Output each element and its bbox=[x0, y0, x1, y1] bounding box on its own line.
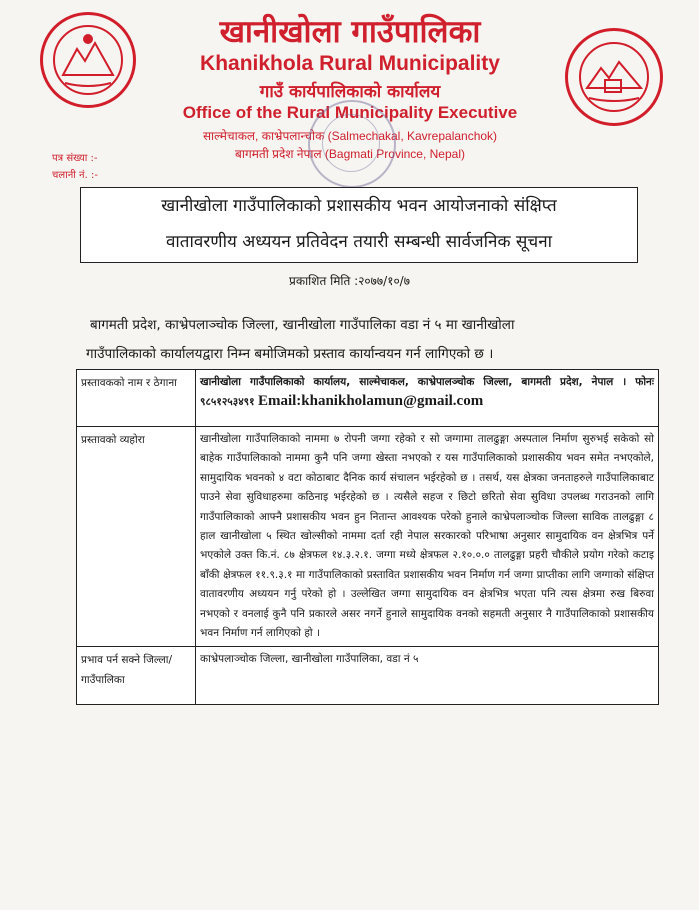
letter-number-label: पत्र संख्या :- bbox=[52, 153, 98, 164]
notice-title-line-2: वातावरणीय अध्ययन प्रतिवेदन तयारी सम्बन्धी सार्वजनिक सूचना bbox=[165, 232, 553, 252]
table-row bbox=[77, 647, 659, 705]
table-row bbox=[77, 370, 659, 427]
intro-line-1: बागमती प्रदेश, काभ्रेपलाञ्चोक जिल्ला, खानीखोला गाउँपालिका वडा नं ५ मा खानीखोला bbox=[90, 317, 515, 333]
proposer-email: Email:khanikholamun@gmail.com bbox=[257, 393, 484, 410]
proposal-description: खानीखोला गाउँपालिकाको नाममा ७ रोपनी जग्गा रहेको र सो जग्गामा तालढुङ्गा अस्पताल निर्माण सुरुभई सकेको सो बाहेक गाउँपालिकाको नाममा कुनै पनि जग्गा खेस्ता नभएको र यस गाउँपालिकाको प्रशासकीय भवन समेत नभएकोले, सामुदायिक भवनको ४ वटा कोठाबाट दैनिक कार्य संचालन भईरहेको छ । तसर्थ, यस क्षेत्रका जनताहरुले गाउँपालिकाबाट पाउने सेवा सुविधाहरुमा कठिनाइ भईरहेको छ । त्यसैले सहज र छिटो छरितो सेवा सुविधा उपलब्ध गराउनको लागि गाउँपालिकाको आफ्नै प्रशासकीय भवन हुन नितान्त आवश्यक परेको हुनाले काभ्रेपलाञ्चोक जिल्ला साविक तालढुङ्गा ८ हाल खानीखोला ५ स्थित खोल्सीको नाममा दर्ता रही नेपाल सरकारको परिभाषा अनुसार सामुदायिक वन क्षेत्रभित्र पर्ने भएकोले उक्त कि.नं. ८७ क्षेत्रफल १४.३.२.१. जग्गा मध्ये क्षेत्रफल २.१०.०.० तालढुङ्गा प्रहरी चौकीले प्रयोग गरेको कटाइ बाँकी क्षेत्रफल ११.९.३.१ मा गाउँपालिकाको प्रस्तावित प्रशासकीय भवन निर्माण गर्न जग्गा प्राप्तीका लागि जग्गाको संक्षिप्त वातावरणीय अध्ययन गर्नु परेको हो । उल्लेखित जग्गा सामुदायिक वन क्षेत्रभित्र भएता पनि त्यस क्षेत्रमा रुख बिरुवा नभएको र वनलाई कुनै पनि प्रकारले असर नगर्ने हुनाले सामुदायिक वनको सहमती अनुसार नै गाउँपालिकाको प्रशासकीय भवन निर्माण गर्न लागिएको हो । bbox=[196, 427, 659, 647]
intro-line-2: गाउँपालिकाको कार्यालयद्वारा निम्न बमोजिमको प्रस्ताव कार्यान्वयन गर्न लागिएको छ । bbox=[86, 346, 494, 362]
proposal-description-label: प्रस्तावको व्यहोरा bbox=[77, 427, 196, 647]
office-name-english: Office of the Rural Municipality Executive bbox=[182, 103, 518, 122]
municipality-name-nepali: खानीखोला गाउँपालिका bbox=[219, 14, 481, 50]
address-line-1: साल्मेचाकल, काभ्रेपलान्चोक (Salmechakal, Kavrepalanchok) bbox=[202, 129, 498, 143]
proposer-address: खानीखोला गाउँपालिकाको कार्यालय, साल्मेचाकल, काभ्रेपालञ्चोक जिल्ला, बागमती प्रदेश, नेपाल । फोनः ९८५१२५३४९१ bbox=[200, 376, 654, 409]
government-emblem-seal bbox=[40, 12, 136, 108]
published-date: प्रकाशित मिति :२०७७/१०/७ bbox=[289, 274, 410, 288]
address-line-2: बागमती प्रदेश नेपाल (Bagmati Province, Nepal) bbox=[235, 147, 465, 161]
notice-title-line-1: खानीखोला गाउँपालिकाको प्रशासकीय भवन आयोजनाको संक्षिप्त bbox=[161, 196, 557, 216]
affected-area-label: प्रभाव पर्न सक्ने जिल्ला/ गाउँपालिका bbox=[77, 647, 196, 705]
proposer-label: प्रस्तावकको नाम र ठेगाना bbox=[77, 370, 196, 427]
affected-area-value: काभ्रेपलाञ्चोक जिल्ला, खानीखोला गाउँपालिका, वडा नं ५ bbox=[196, 647, 659, 705]
table-row bbox=[77, 427, 659, 647]
notice-title-box bbox=[80, 187, 638, 263]
municipality-logo bbox=[565, 28, 663, 126]
dispatch-number-label: चलानी नं. :- bbox=[52, 170, 98, 181]
official-stamp bbox=[308, 100, 396, 188]
proposer-cell bbox=[196, 370, 659, 427]
office-name-nepali: गाउँ कार्यपालिकाको कार्यालय bbox=[259, 82, 441, 102]
proposal-info-table bbox=[76, 369, 659, 705]
municipality-name-english: Khanikhola Rural Municipality bbox=[200, 52, 500, 75]
